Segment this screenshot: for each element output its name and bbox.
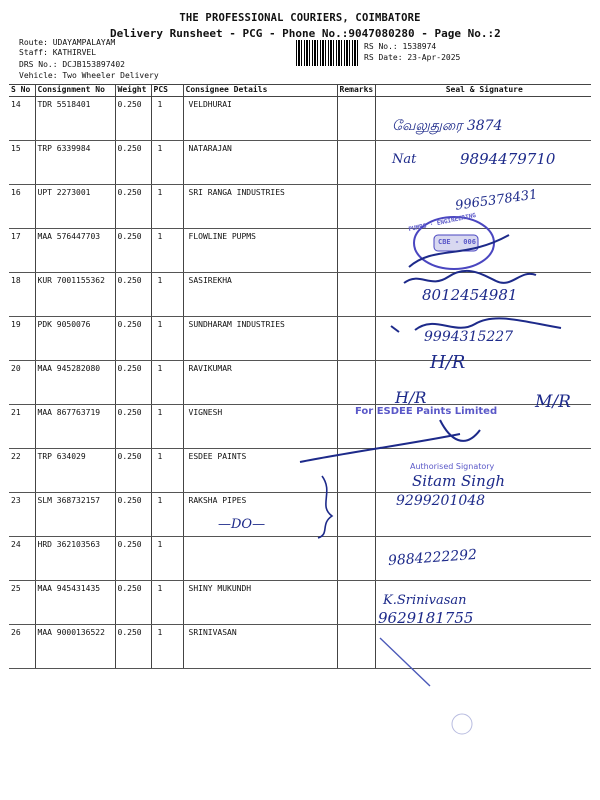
- signature-r21-right: M/R: [535, 392, 571, 412]
- cell-consignee: SASIREKHA: [183, 273, 337, 317]
- cell-consignee: FLOWLINE PUPMS: [183, 229, 337, 273]
- cell-sno: 24: [9, 537, 35, 581]
- signature-r19-phone: 9994315227: [424, 329, 514, 345]
- cell-pcs: 1: [151, 405, 183, 449]
- table-row: [9, 493, 591, 537]
- cell-cno: HRD 362103563: [35, 537, 115, 581]
- cell-weight: 0.250: [115, 493, 151, 537]
- cell-weight: 0.250: [115, 537, 151, 581]
- cell-cno: TRP 634029: [35, 449, 115, 493]
- signature-r18-phone: 8012454981: [422, 286, 518, 304]
- cell-cno: MAA 9000136522: [35, 625, 115, 669]
- col-header-consignee: Consignee Details: [183, 85, 337, 97]
- cell-consignee: VELDHURAI: [183, 97, 337, 141]
- cell-remarks: [337, 229, 375, 273]
- cell-consignee: [183, 537, 337, 581]
- cell-pcs: 1: [151, 537, 183, 581]
- cell-cno: MAA 945282080: [35, 361, 115, 405]
- cell-weight: 0.250: [115, 185, 151, 229]
- cell-weight: 0.250: [115, 581, 151, 625]
- signature-r15-phone: 9894479710: [460, 150, 556, 168]
- cell-pcs: 1: [151, 317, 183, 361]
- cell-cno: UPT 2273001: [35, 185, 115, 229]
- cell-consignee: ESDEE PAINTS: [183, 449, 337, 493]
- ditto-bracket: [314, 472, 344, 542]
- cell-consignee: SUNDHARAM INDUSTRIES: [183, 317, 337, 361]
- cell-pcs: 1: [151, 185, 183, 229]
- cell-sno: 19: [9, 317, 35, 361]
- cell-cno: MAA 576447703: [35, 229, 115, 273]
- runsheet-table: [9, 84, 591, 669]
- cell-pcs: 1: [151, 625, 183, 669]
- table-row: [9, 581, 591, 625]
- cell-cno: KUR 7001155362: [35, 273, 115, 317]
- signature-r16-phone: 9965378431: [454, 187, 539, 214]
- cell-weight: 0.250: [115, 405, 151, 449]
- cell-weight: 0.250: [115, 449, 151, 493]
- cell-pcs: 1: [151, 361, 183, 405]
- cell-sno: 25: [9, 581, 35, 625]
- col-header-weight: Weight: [115, 85, 151, 97]
- cell-sno: 22: [9, 449, 35, 493]
- signature-r26-phone: 9629181755: [378, 609, 474, 627]
- route-label: Route: UDAYAMPALAYAM: [19, 38, 116, 47]
- staff-label: Staff: KATHIRVEL: [19, 48, 97, 57]
- cell-pcs: 1: [151, 493, 183, 537]
- cell-cno: MAA 945431435: [35, 581, 115, 625]
- cell-remarks: [337, 273, 375, 317]
- cell-cno: TRP 6339984: [35, 141, 115, 185]
- cell-remarks: [337, 361, 375, 405]
- table-row: [9, 625, 591, 669]
- signature-r26-name: K.Srinivasan: [383, 593, 467, 608]
- cell-weight: 0.250: [115, 625, 151, 669]
- table-row: [9, 537, 591, 581]
- cell-remarks: [337, 97, 375, 141]
- signature-r24-ditto: —DO—: [218, 517, 266, 532]
- cell-pcs: 1: [151, 229, 183, 273]
- col-header-signature: Seal & Signature: [375, 85, 591, 97]
- rs-date: RS Date: 23-Apr-2025: [364, 53, 461, 62]
- cell-consignee: SHINY MUKUNDH: [183, 581, 337, 625]
- drs-label: DRS No.: DCJB153897402: [19, 60, 125, 69]
- table-body: [9, 97, 591, 669]
- signature-r23-phone: 9299201048: [396, 493, 486, 509]
- cell-remarks: [337, 185, 375, 229]
- cell-sno: 16: [9, 185, 35, 229]
- stamp-center-text: CBE - 006: [438, 238, 476, 246]
- signature-r22-scribble: [290, 400, 520, 470]
- col-header-pcs: PCS: [151, 85, 183, 97]
- table-row: [9, 361, 591, 405]
- cell-sno: 14: [9, 97, 35, 141]
- signature-r14: வேலுதுரை 3874: [392, 118, 503, 134]
- cell-sno: 23: [9, 493, 35, 537]
- signature-r20: H/R: [430, 352, 466, 373]
- cell-sno: 20: [9, 361, 35, 405]
- barcode: [296, 40, 358, 66]
- cell-consignee: SRI RANGA INDUSTRIES: [183, 185, 337, 229]
- cell-consignee: SRINIVASAN: [183, 625, 337, 669]
- cell-sno: 15: [9, 141, 35, 185]
- cell-sno: 17: [9, 229, 35, 273]
- cell-sno: 21: [9, 405, 35, 449]
- cell-weight: 0.250: [115, 229, 151, 273]
- cell-remarks: [337, 581, 375, 625]
- cell-consignee: NATARAJAN: [183, 141, 337, 185]
- cell-weight: 0.250: [115, 317, 151, 361]
- cell-pcs: 1: [151, 97, 183, 141]
- signature-r23-name: Sitam Singh: [412, 472, 506, 490]
- cell-pcs: 1: [151, 273, 183, 317]
- rs-number: RS No.: 1538974: [364, 42, 437, 51]
- cell-pcs: 1: [151, 449, 183, 493]
- stamp-ring-text: PUMPS · ENGINEERING: [408, 211, 477, 234]
- table-header-row: [9, 85, 591, 97]
- esdee-stamp-text: For ESDEE Paints Limited: [355, 406, 498, 417]
- cell-remarks: [337, 141, 375, 185]
- company-title: THE PROFESSIONAL COURIERS, COIMBATORE: [179, 12, 421, 24]
- cell-consignee: RAVIKUMAR: [183, 361, 337, 405]
- cell-cno: MAA 867763719: [35, 405, 115, 449]
- cell-pcs: 1: [151, 141, 183, 185]
- cell-weight: 0.250: [115, 273, 151, 317]
- cell-cno: PDK 9050076: [35, 317, 115, 361]
- cell-remarks: [337, 317, 375, 361]
- signature-r25: 9884222292: [387, 546, 478, 570]
- col-header-remarks: Remarks: [337, 85, 375, 97]
- vehicle-label: Vehicle: Two Wheeler Delivery: [19, 71, 159, 80]
- cell-sno: 18: [9, 273, 35, 317]
- cell-consignee: VIGNESH: [183, 405, 337, 449]
- cell-consignee: RAKSHA PIPES: [183, 493, 337, 537]
- authorised-signatory-stamp: Authorised Signatory: [410, 462, 495, 471]
- cell-weight: 0.250: [115, 361, 151, 405]
- cell-weight: 0.250: [115, 141, 151, 185]
- table-row: [9, 97, 591, 141]
- cell-pcs: 1: [151, 581, 183, 625]
- col-header-sno: S No: [9, 85, 35, 97]
- cell-cno: TDR 5518401: [35, 97, 115, 141]
- col-header-consignment: Consignment No: [35, 85, 115, 97]
- cell-weight: 0.250: [115, 97, 151, 141]
- cell-sno: 26: [9, 625, 35, 669]
- faint-bottom-marks: [370, 630, 490, 740]
- signature-r15-name: Nat: [392, 152, 417, 167]
- cell-remarks: [337, 537, 375, 581]
- signature-r21-left: H/R: [395, 388, 427, 407]
- cell-cno: SLM 368732157: [35, 493, 115, 537]
- runsheet-subtitle: Delivery Runsheet - PCG - Phone No.:9047080280 - Page No.:2: [110, 27, 501, 40]
